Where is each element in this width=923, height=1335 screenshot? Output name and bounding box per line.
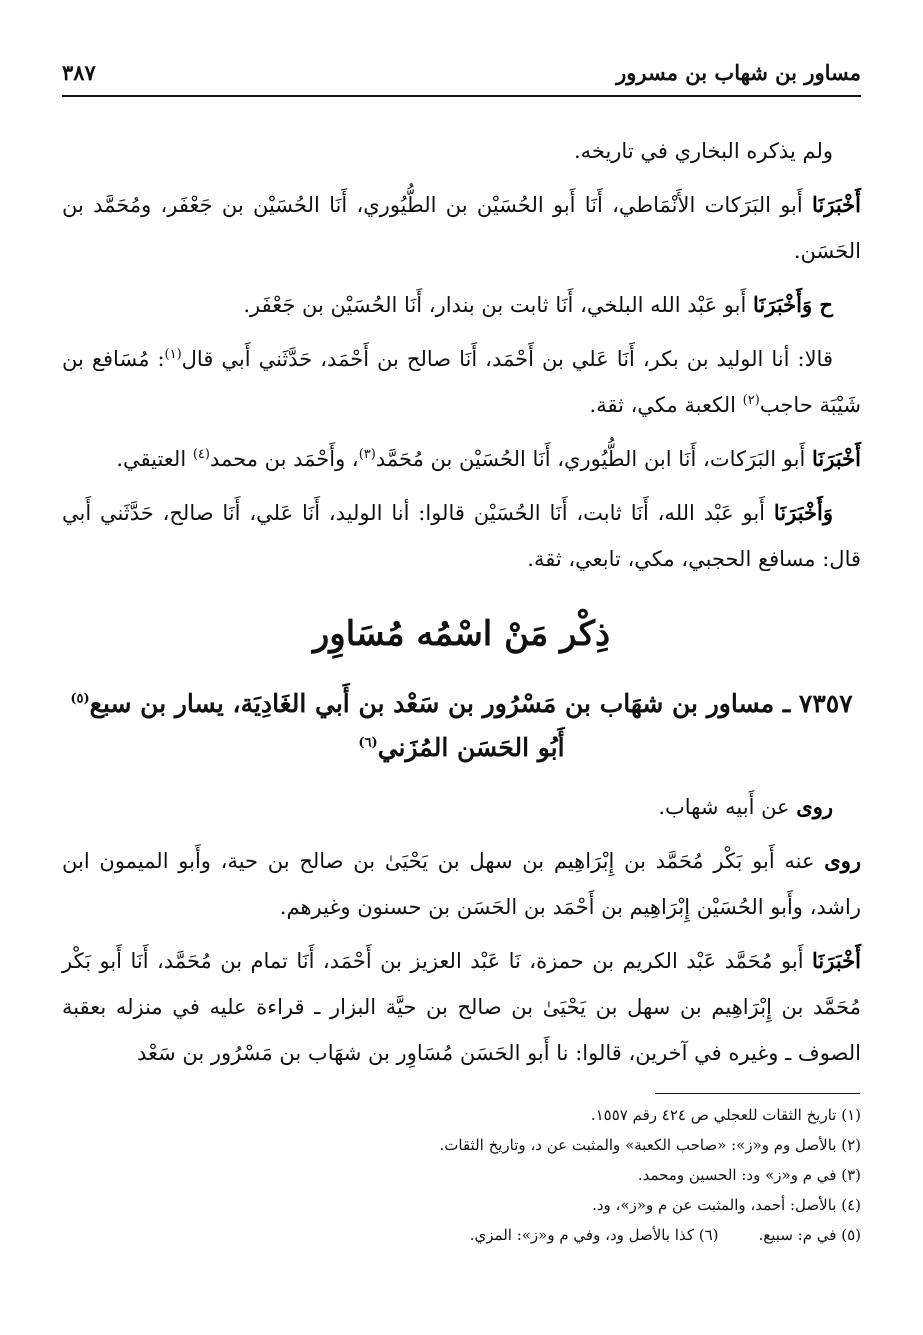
paragraph: أَخْبَرَنَا أَبو البَرَكات الأَنْمَاطي، أَنَا أَبو الحُسَيْن بن الطُّيُوري، أَنَا الحُسَيْن بن جَعْفَر، ومُحَمَّد بن الحَسَن. (62, 192, 861, 263)
header-rule (62, 95, 861, 97)
section-title: ذِكْر مَنْ اسْمُه مُسَاوِر (312, 614, 611, 654)
keyword: روى (824, 848, 861, 873)
page-number: ٣٨٧ (62, 60, 96, 85)
paragraph: ولم يذكره البخاري في تاريخه. (573, 139, 833, 163)
footnote: (٦) كذا بالأصل ود، وفي م و«ز»: المزي. (469, 1226, 719, 1244)
keyword: روى (796, 794, 833, 819)
paragraph: قالا: أنا الوليد بن بكر، أَنَا عَلي بن أَحْمَد، أَنَا صالح بن أَحْمَد، حَدَّثَني أَبي قال$^{(١)}$: مُسَافع بن شَيْبَة حاجب$^{(٢)}$ الكعبة مكي، ثقة. (62, 347, 861, 417)
keyword: أَخْبَرَنَا (812, 948, 861, 973)
footnote: (٤) بالأصل: أحمد، والمثبت عن م و«ز»، ود. (592, 1196, 861, 1214)
keyword: ح وَأَخْبَرَنَا (753, 292, 833, 317)
paragraph: روى عنه أَبو بَكْر مُحَمَّد بن إِبْرَاهِيم بن سهل بن يَحْيَىٰ بن صالح بن حية، وأَبو الميمون ابن راشد، وأَبو الحُسَيْن إِبْرَاهِيم بن أَحْمَد بن الحَسَن بن حسنون وغيرهم. (62, 848, 861, 919)
footnote-ref: (٣) (358, 447, 376, 462)
paragraph: أَخْبَرَنَا أَبو البَرَكات، أَنَا ابن الطُّيُوري، أَنَا الحُسَيْن بن مُحَمَّد$^{(٣)}$، وأَحْمَد بن محمد$^{(٤)}$ العتيقي. (116, 446, 861, 471)
footnote-ref: (٤) (192, 447, 210, 462)
header-title: مساور بن شهاب بن مسرور (616, 60, 861, 85)
main-text (62, 128, 861, 1084)
footnote: (٢) بالأصل وم و«ز»: «صاحب الكعبة» والمثبت عن د، وتاريخ الثقات. (439, 1136, 861, 1154)
footnote-ref: (٦) (358, 735, 378, 751)
paragraph: أَخْبَرَنَا أَبو مُحَمَّد عَبْد الكريم بن حمزة، نَا عَبْد العزيز بن أَحْمَد، أَنَا تمام بن مُحَمَّد، أَنَا أَبو بَكْر مُحَمَّد بن إِبْرَاهِيم بن سهل بن يَحْيَىٰ بن صالح بن حيَّة البزار ـ قراءة عليه في منزله بعقبة الصوف ـ وغيره في آخرين، قالوا: نا أَبو الحَسَن مُسَاوِر بن شهَاب بن مَسْرُور بن سَعْد (62, 948, 861, 1065)
footnote-ref: (٥) (70, 691, 90, 707)
keyword: وَأَخْبَرَنَا (773, 500, 833, 525)
paragraph: ح وَأَخْبَرَنَا أَبو عَبْد الله البلخي، أَنَا ثابت بن بندار، أَنَا الحُسَيْن بن جَعْفَر. (243, 292, 833, 317)
footnote: (٥) في م: سبيع. (758, 1226, 861, 1244)
footnote-row (62, 1220, 861, 1250)
running-header (62, 58, 861, 92)
paragraph: روى عن أَبيه شهاب. (658, 794, 833, 819)
paragraph: وَأَخْبَرَنَا أَبو عَبْد الله، أَنَا ثابت، أَنَا الحُسَيْن قالوا: أنا الوليد، أَنَا عَلي، أَنَا صالح، حَدَّثَني أَبي قال: مسافع الحجبي، مكي، تابعي، ثقة. (62, 500, 861, 571)
footnotes (62, 1100, 861, 1250)
footnote-ref: (١) (164, 347, 182, 362)
keyword: أَخْبَرَنَا (812, 446, 861, 471)
footnote: (١) تاريخ الثقات للعجلي ص ٤٢٤ رقم ١٥٥٧. (590, 1106, 861, 1124)
footnote-ref: (٢) (742, 393, 760, 408)
entry-heading: ٧٣٥٧ ـ مساور بن شهَاب بن مَسْرُور بن سَعْد بن أَبي الغَادِيَة، يسار بن سبع$^{(٥)}$ أَبُو الحَسَن المُزَني$^{(٦)}$ (70, 689, 853, 762)
footnote: (٣) في م و«ز» ود: الحسين ومحمد. (637, 1166, 861, 1184)
footnote-rule (655, 1093, 860, 1094)
keyword: أَخْبَرَنَا (812, 192, 861, 217)
